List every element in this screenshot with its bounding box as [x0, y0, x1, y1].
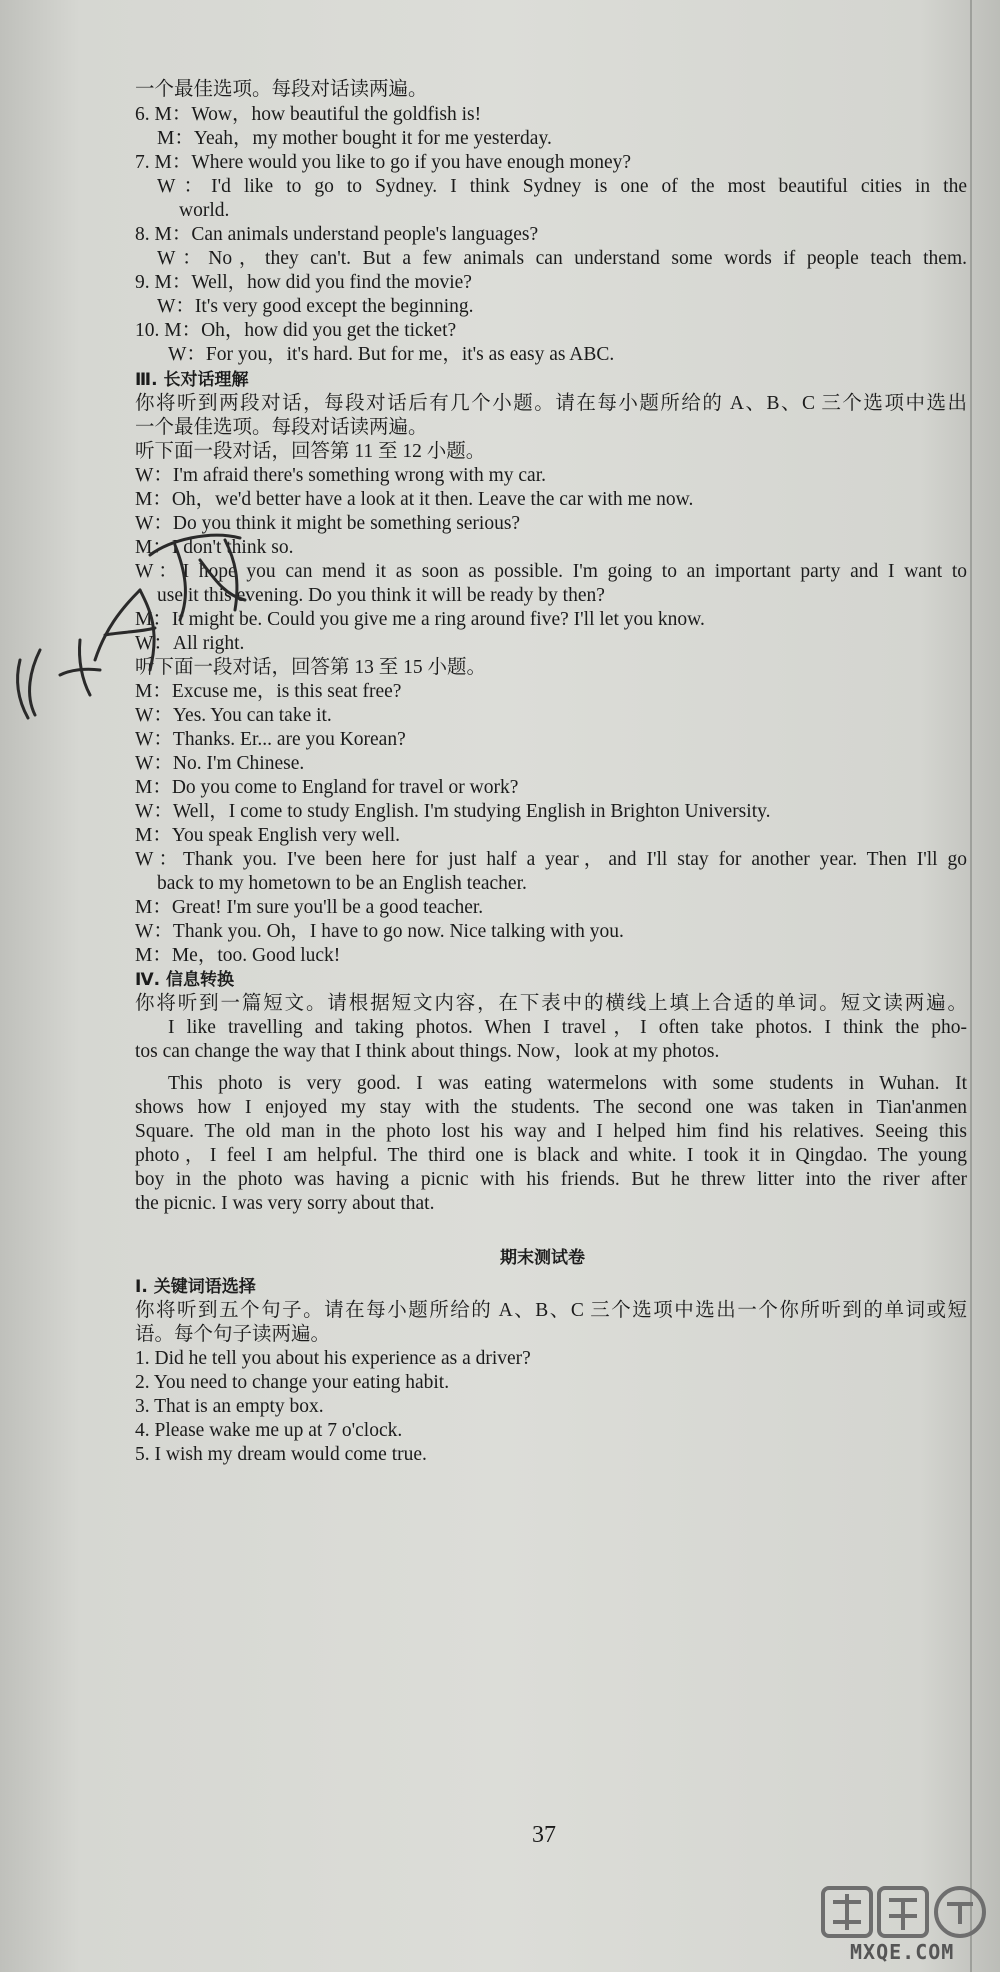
text-line: M：I don't think so. [135, 537, 294, 558]
text-line: 你将听到五个句子。请在每小题所给的 A、B、C 三个选项中选出一个你所听到的单词或短 [135, 1300, 967, 1321]
text-line: 语。每个句子读两遍。 [135, 1324, 331, 1345]
text-line: This photo is very good. I was eating watermelons with some students in Wuhan. It [168, 1073, 967, 1094]
text-line: 3. That is an empty box. [135, 1396, 324, 1417]
text-line: 2. You need to change your eating habit. [135, 1372, 450, 1393]
text-line: W：No，they can't. But a few animals can understand some words if people teach them. [157, 248, 967, 269]
text-line: 一个最佳选项。每段对话读两遍。 [135, 79, 428, 100]
text-line: 听下面一段对话，回答第 11 至 12 小题。 [135, 441, 486, 462]
text-line: back to my hometown to be an English teacher. [157, 873, 527, 894]
page-edge [970, 0, 972, 1972]
text-line: M：Excuse me，is this seat free? [135, 681, 402, 702]
text-line: 你将听到两段对话，每段对话后有几个小题。请在每小题所给的 A、B、C 三个选项中选出 [135, 393, 967, 414]
text-line: W：I hope you can mend it as soon as possible. I'm going to an important party and I want to [135, 561, 967, 582]
text-line: W：I'm afraid there's something wrong with my car. [135, 465, 547, 486]
text-line: world. [179, 200, 230, 221]
text-line: W：Thanks. Er... are you Korean? [135, 729, 406, 750]
handwriting-scribble [0, 500, 260, 740]
text-line: M：Do you come to England for travel or work? [135, 777, 519, 798]
page-number: 37 [532, 1822, 556, 1848]
text-line: W：Thank you. Oh，I have to go now. Nice talking with you. [135, 921, 624, 942]
text-line: W：It's very good except the beginning. [157, 296, 474, 317]
text-line: 10. M：Oh，how did you get the ticket? [135, 320, 457, 341]
text-line: 你将听到一篇短文。请根据短文内容，在下表中的横线上填上合适的单词。短文读两遍。 [135, 993, 967, 1014]
text-line: M：Oh，we'd better have a look at it then. Leave the car with me now. [135, 489, 694, 510]
section-heading: Ⅲ. 长对话理解 [135, 370, 249, 390]
text-line: W：For you，it's hard. But for me，it's as easy as ABC. [168, 344, 615, 365]
text-line: W：Well，I come to study English. I'm studying English in Brighton University. [135, 801, 771, 822]
text-line: 6. M：Wow，how beautiful the goldfish is! [135, 104, 482, 125]
text-line: I like travelling and taking photos. When I travel，I often take photos. I think the pho- [168, 1017, 967, 1038]
text-line: W：No. I'm Chinese. [135, 753, 305, 774]
text-line: 1. Did he tell you about his experience as a driver? [135, 1348, 531, 1369]
watermark-text: MXQE.COM [850, 1940, 955, 1964]
text-line: Square. The old man in the photo lost his way and I helped him find his relatives. Seeing this [135, 1121, 967, 1142]
text-line: M：You speak English very well. [135, 825, 401, 846]
text-line: the picnic. I was very sorry about that. [135, 1193, 435, 1214]
text-line: 听下面一段对话，回答第 13 至 15 小题。 [135, 657, 487, 678]
text-line: 一个最佳选项。每段对话读两遍。 [135, 417, 428, 438]
text-line: M：Me，too. Good luck! [135, 945, 341, 966]
text-line: 4. Please wake me up at 7 o'clock. [135, 1420, 403, 1441]
text-line: 9. M：Well，how did you find the movie? [135, 272, 472, 293]
text-line: 8. M：Can animals understand people's languages? [135, 224, 539, 245]
text-line: M：Great! I'm sure you'll be a good teacher. [135, 897, 484, 918]
text-line: W：Do you think it might be something serious? [135, 513, 521, 534]
text-line: boy in the photo was having a picnic with his friends. But he threw litter into the river after [135, 1169, 967, 1190]
text-line: shows how I enjoyed my stay with the students. The second one was taken in Tian'anmen [135, 1097, 967, 1118]
text-line: W：All right. [135, 633, 245, 654]
text-line: M：Yeah，my mother bought it for me yesterday. [157, 128, 552, 149]
page-title: 期末测试卷 [500, 1248, 585, 1268]
text-line: W：I'd like to go to Sydney. I think Sydney is one of the most beautiful cities in the [157, 176, 967, 197]
text-line: W：Yes. You can take it. [135, 705, 332, 726]
text-line: M：It might be. Could you give me a ring around five? I'll let you know. [135, 609, 705, 630]
text-line: tos can change the way that I think about things. Now，look at my photos. [135, 1041, 720, 1062]
text-line: photo，I feel I am helpful. The third one is black and white. I took it in Qingdao. The young [135, 1145, 967, 1166]
text-line: 5. I wish my dream would come true. [135, 1444, 427, 1465]
text-line: use it this evening. Do you think it will be ready by then? [157, 585, 605, 606]
section-heading: Ⅰ. 关键词语选择 [135, 1277, 256, 1297]
text-line: W：Thank you. I've been here for just half a year，and I'll stay for another year. Then I'll go [135, 849, 967, 870]
text-line: 7. M：Where would you like to go if you have enough money? [135, 152, 632, 173]
section-heading: Ⅳ. 信息转换 [135, 970, 235, 990]
